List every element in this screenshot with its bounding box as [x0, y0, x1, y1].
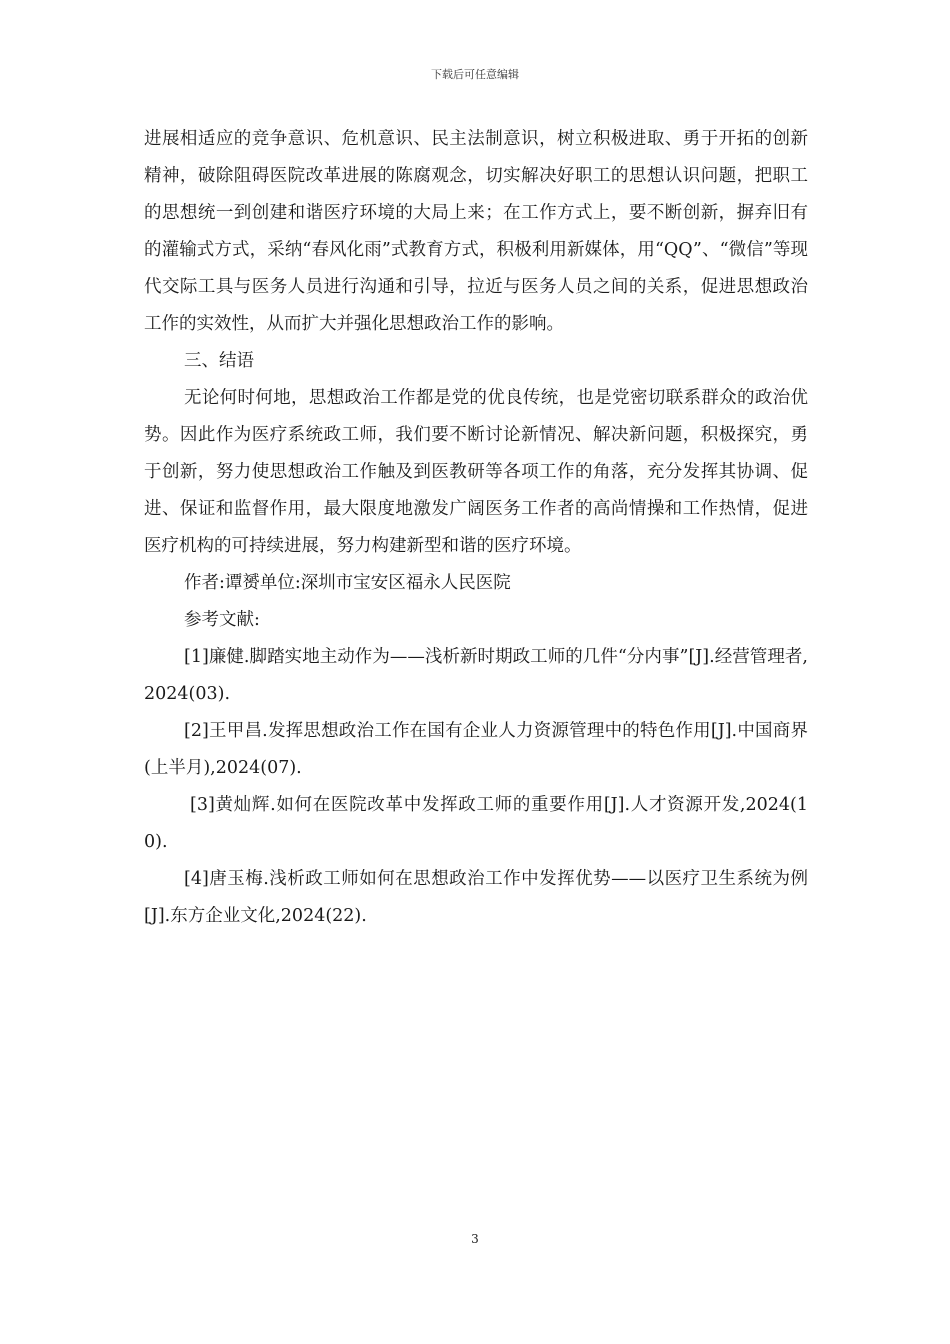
reference-item: [2]王甲昌.发挥思想政治工作在国有企业人力资源管理中的特色作用[J].中国商界(上半月),2024(07).: [144, 721, 808, 778]
references-heading: 参考文献:: [184, 610, 260, 630]
body-paragraph: 进展相适应的竞争意识、危机意识、民主法制意识，树立积极进取、勇于开拓的创新精神，破除阻碍医院改革进展的陈腐观念，切实解决好职工的思想认识问题，把职工的思想统一到创建和谐医疗环境的大局上来；在工作方式上，要不断创新，摒弃旧有的灌输式方式，采纳“春风化雨”式教育方式，积极利用新媒体，用“QQ”、“微信”等现代交际工具与医务人员进行沟通和引导，拉近与医务人员之间的关系，促进思想政治工作的实效性，从而扩大并强化思想政治工作的影响。: [144, 129, 808, 334]
reference-item: [4]唐玉梅.浅析政工师如何在思想政治工作中发挥优势——以医疗卫生系统为例[J].东方企业文化,2024(22).: [144, 869, 808, 926]
author-line: 作者:谭赟单位:深圳市宝安区福永人民医院: [184, 573, 511, 593]
page-header: 下载后可任意编辑: [431, 68, 519, 81]
reference-item: [3]黄灿辉.如何在医院改革中发挥政工师的重要作用[J].人才资源开发,2024(10).: [144, 795, 808, 852]
reference-item: [1]廉健.脚踏实地主动作为——浅析新时期政工师的几件“分内事”[J].经营管理者,2024(03).: [144, 647, 808, 704]
document-body: [144, 121, 808, 935]
section-heading: 三、结语: [184, 351, 254, 371]
body-paragraph: 无论何时何地，思想政治工作都是党的优良传统，也是党密切联系群众的政治优势。因此作为医疗系统政工师，我们要不断讨论新情况、解决新问题，积极探究，勇于创新，努力使思想政治工作触及到医教研等各项工作的角落，充分发挥其协调、促进、保证和监督作用，最大限度地激发广阔医务工作者的高尚情操和工作热情，促进医疗机构的可持续进展，努力构建新型和谐的医疗环境。: [144, 388, 808, 556]
page-number: 3: [471, 1232, 479, 1246]
